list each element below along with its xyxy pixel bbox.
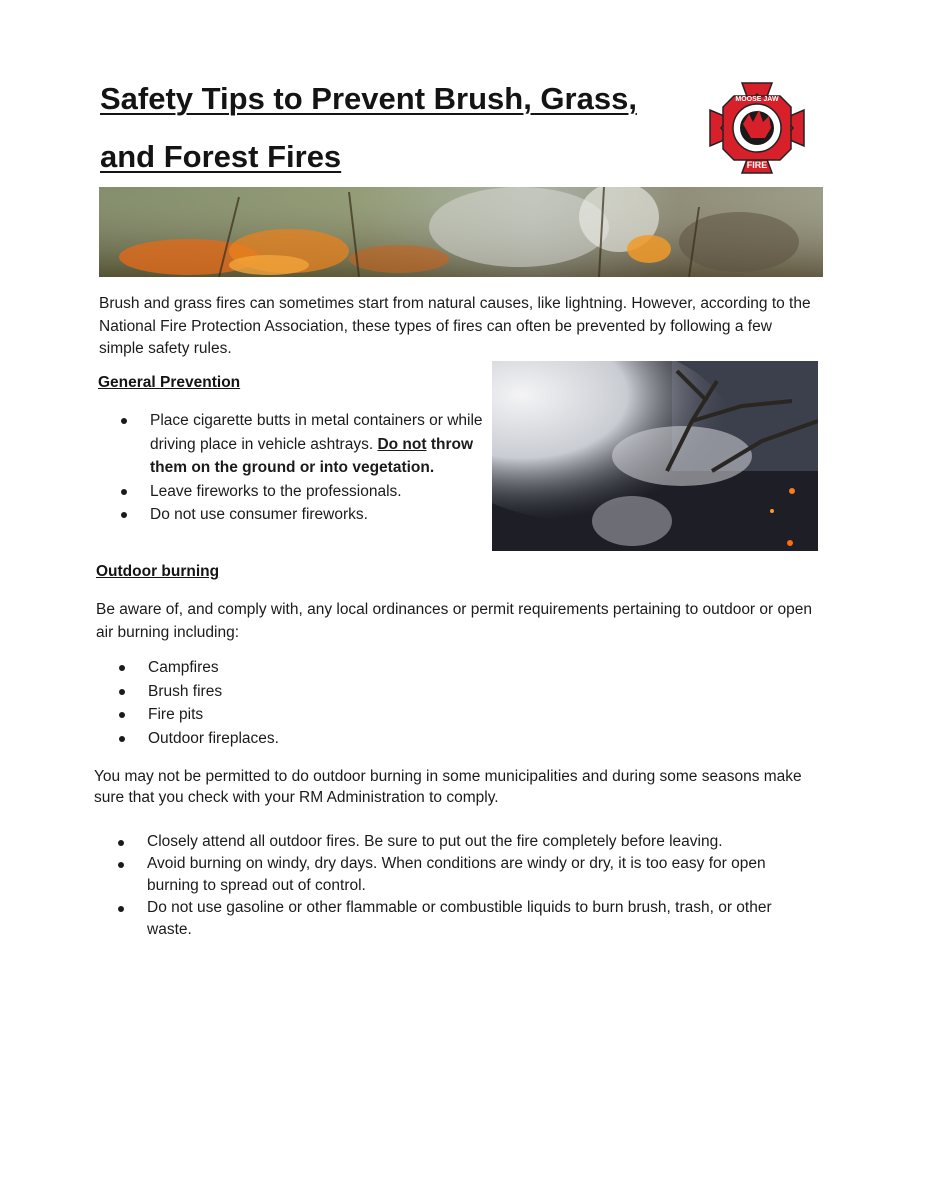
list-item: Do not use gasoline or other flammable or combustible liquids to burn brush, trash, or other waste. xyxy=(95,897,805,941)
smoldering-branches-smoke-photo xyxy=(492,361,818,551)
list-item: Do not use consumer fireworks. xyxy=(98,503,488,527)
municipal-note-paragraph: You may not be permitted to do outdoor burning in some municipalities and during some seasons make sure that you check with your RM Administration to comply. xyxy=(94,768,802,806)
outdoor-burning-list xyxy=(96,656,596,750)
list-item: Closely attend all outdoor fires. Be sure to put out the fire completely before leaving. xyxy=(95,831,805,853)
intro-paragraph: Brush and grass fires can sometimes start from natural causes, like lightning. However, according to the National Fire Protection Association, these types of fires can often be prevented by following a few simple safety rules. xyxy=(99,295,811,357)
logo-top-text: MOOSE JAW xyxy=(735,96,779,103)
outdoor-burning-heading: Outdoor burning xyxy=(96,563,220,580)
cigarette-tip-bold: throw them on the ground or into vegetation. xyxy=(150,435,474,476)
general-prevention-list xyxy=(98,409,488,527)
list-item: Fire pits xyxy=(96,703,596,727)
grass-fire-banner-photo xyxy=(99,187,823,277)
page-title xyxy=(100,70,680,186)
cigarette-tip-emphasis: Do not xyxy=(377,435,427,453)
title-line-1: Safety Tips to Prevent Brush, Grass, xyxy=(100,81,637,116)
list-item xyxy=(98,409,488,480)
final-tips-list xyxy=(95,831,805,941)
list-item: Campfires xyxy=(96,656,596,680)
list-item: Brush fires xyxy=(96,680,596,704)
logo-bottom-text: FIRE xyxy=(746,160,768,170)
outdoor-burning-paragraph: Be aware of, and comply with, any local ordinances or permit requirements pertaining to outdoor or open air burning including: xyxy=(96,601,812,641)
cigarette-tip-text: Place cigarette butts in metal containers or while driving place in vehicle ashtrays. xyxy=(150,412,483,453)
title-line-2: and Forest Fires xyxy=(100,139,342,174)
maltese-cross-fire-badge-icon xyxy=(707,80,807,176)
general-prevention-heading: General Prevention xyxy=(98,374,241,391)
list-item: Outdoor fireplaces. xyxy=(96,727,596,751)
list-item: Leave fireworks to the professionals. xyxy=(98,480,488,504)
list-item: Avoid burning on windy, dry days. When conditions are windy or dry, it is too easy for open burning to spread out of control. xyxy=(95,853,805,897)
